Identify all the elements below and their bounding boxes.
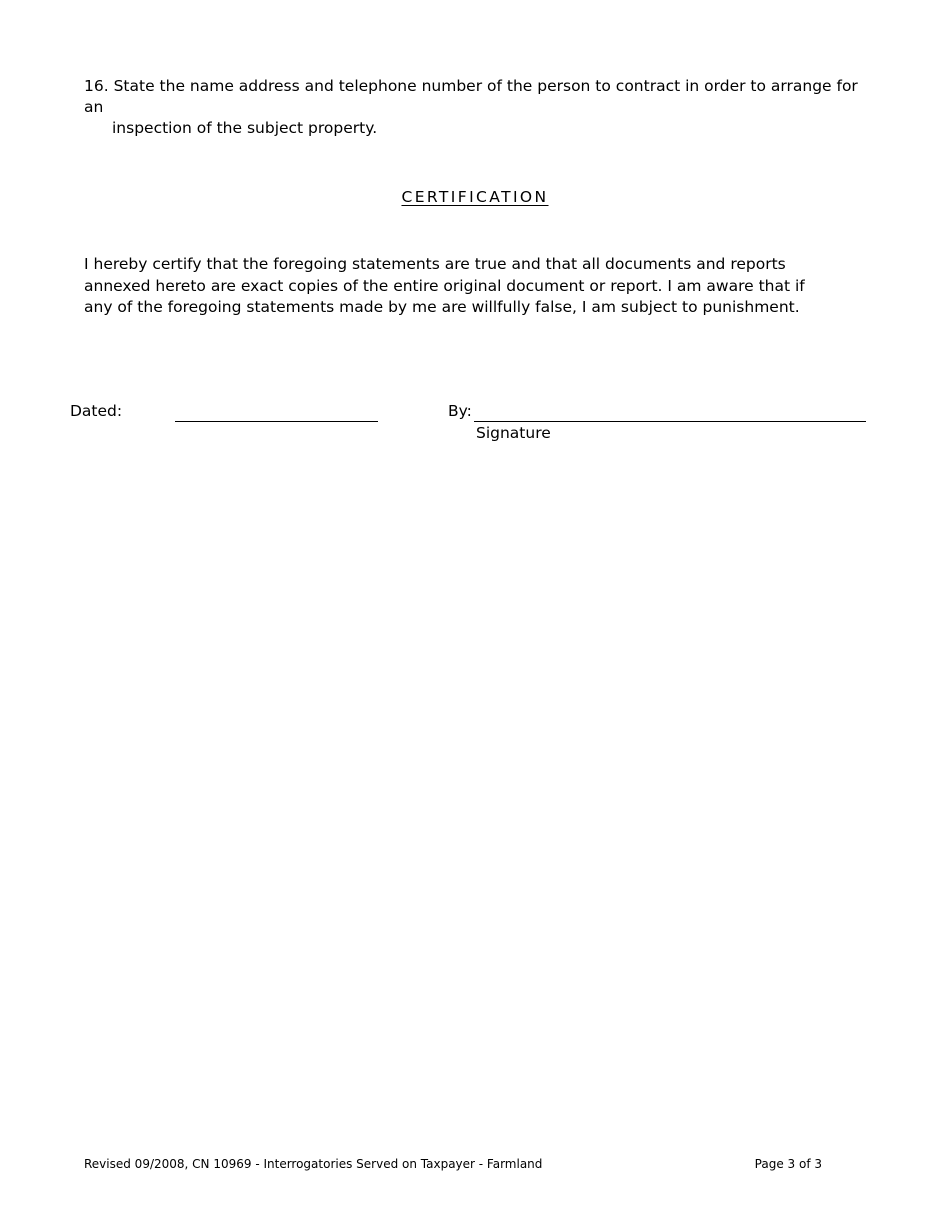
dated-label: Dated: (70, 402, 123, 420)
footer-page-number: Page 3 of 3 (754, 1157, 822, 1171)
dated-field[interactable] (175, 421, 378, 422)
footer-revision: Revised 09/2008, CN 10969 - Interrogatories Served on Taxpayer - Farmland (84, 1157, 543, 1171)
question-text-line1: State the name address and telephone number of the person to contract in order to arrange for an (84, 77, 858, 116)
certification-heading-text: CERTIFICATION (401, 188, 549, 206)
by-label: By: (448, 402, 472, 420)
signature-label: Signature (476, 424, 551, 442)
signature-field[interactable] (474, 421, 866, 422)
question-number: 16. (84, 77, 109, 95)
certification-statement: I hereby certify that the foregoing statements are true and that all documents and reports annexed hereto are exact copies of the entire original document or report. I am aware that if any of the foregoing statements made by me are willfully false, I am subject to punishment. (84, 255, 805, 316)
question-text-line2: inspection of the subject property. (112, 119, 378, 137)
certification-heading (0, 188, 950, 206)
question-16 (84, 76, 864, 139)
